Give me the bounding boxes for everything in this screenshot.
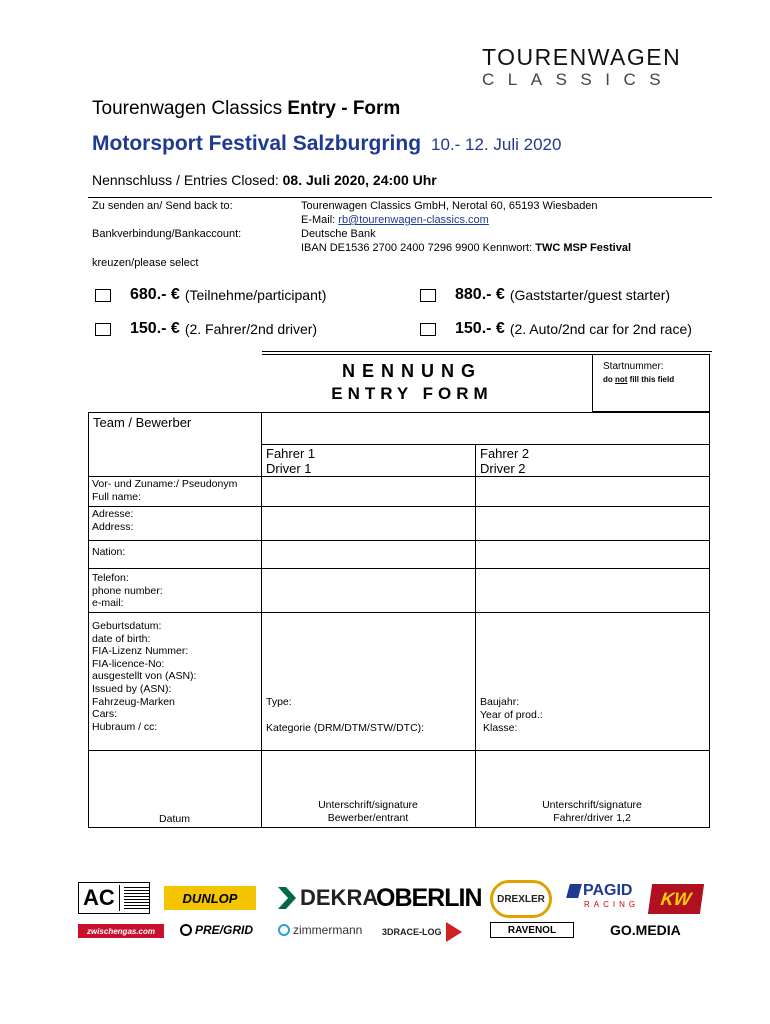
- closing-value: 08. Juli 2020, 24:00 Uhr: [282, 172, 437, 188]
- kw-logo-text: KW: [659, 888, 693, 909]
- logo-line2: CLASSICS: [482, 70, 675, 89]
- column-divider-1-top: [261, 412, 262, 750]
- gomedia-logo: [610, 922, 681, 938]
- year-label-en: Year of prod.:: [480, 708, 543, 721]
- driver1-en: Driver 1: [266, 461, 312, 476]
- table-border-bottom: [88, 827, 710, 828]
- heading-nennung: NENNUNG: [341, 361, 482, 381]
- row-divider-address: [88, 540, 710, 541]
- address-label: [92, 508, 133, 533]
- row-divider-team: [261, 444, 710, 445]
- driver-signature-role: Fahrer/driver 1,2: [553, 811, 631, 824]
- checkbox-second-car[interactable]: [420, 323, 436, 336]
- racelog-arrow-icon: [446, 922, 462, 942]
- option-guest-starter[interactable]: [420, 286, 670, 304]
- year-label: [480, 696, 543, 721]
- driver-signature: [475, 799, 709, 824]
- option-price: 150.- €: [455, 320, 505, 337]
- row-divider-phone: [88, 612, 710, 613]
- option-desc: (Gaststarter/guest starter): [509, 287, 671, 303]
- start-note-pre: do: [603, 375, 615, 384]
- form-title: [92, 98, 400, 120]
- bank-label: Bankverbindung/Bankaccount:: [92, 228, 242, 240]
- racelog-logo-text: 3DRACE-LOG: [382, 927, 442, 937]
- nation-label: Nation:: [92, 546, 126, 558]
- bank-name: Deutsche Bank: [301, 228, 376, 240]
- start-number-box: [592, 354, 710, 412]
- pagid-logo-subtext: RACING: [584, 900, 640, 909]
- option-price: 150.- €: [130, 320, 180, 337]
- zimmermann-circle-icon: [278, 924, 290, 936]
- table-border-left: [88, 412, 89, 828]
- option-desc: (2. Fahrer/2nd driver): [184, 321, 318, 337]
- zimmermann-logo: [278, 918, 362, 942]
- row-divider-details: [88, 750, 710, 751]
- address-label-en: Address:: [92, 520, 134, 533]
- address-label-de: Adresse:: [92, 508, 134, 520]
- oberlin-logo: [376, 882, 482, 914]
- form-title-bold: Entry - Form: [287, 98, 401, 119]
- car-label-en: Cars:: [92, 708, 118, 721]
- heading-entry-form: ENTRY FORM: [331, 384, 493, 403]
- racelog-logo: [382, 920, 462, 944]
- driver-signature-label: Unterschrift/signature: [542, 799, 642, 811]
- checkbox-guest-starter[interactable]: [420, 289, 436, 302]
- driver1-header: [266, 446, 315, 476]
- ravenol-logo-text: RAVENOL: [507, 924, 557, 936]
- iban-text: IBAN DE1536 2700 2400 7296 9900 Kennwort:: [301, 242, 536, 254]
- pregrid-wheel-icon: [180, 924, 192, 936]
- company-address: Tourenwagen Classics GmbH, Nerotal 60, 65193 Wiesbaden: [301, 200, 598, 212]
- class-label: Klasse:: [483, 722, 518, 734]
- driver2-en: Driver 2: [480, 461, 526, 476]
- tourenwagen-classics-logo: [482, 44, 698, 90]
- option-price: 880.- €: [455, 286, 505, 303]
- ac-logo-text: AC: [79, 885, 120, 911]
- phone-label-de: Telefon:: [92, 572, 129, 584]
- phone-label-en: phone number:: [92, 584, 163, 597]
- oberlin-logo-text: OBERLIN: [376, 883, 482, 912]
- name-label: [92, 478, 237, 503]
- closing-date: [92, 172, 437, 188]
- category-label: Kategorie (DRM/DTM/STW/DTC):: [266, 722, 425, 734]
- ac-logo-lines: [124, 887, 149, 909]
- dunlop-logo: [164, 886, 256, 910]
- closing-label: Nennschluss / Entries Closed:: [92, 172, 283, 188]
- email-line: [301, 214, 489, 228]
- driver2-header: [480, 446, 529, 476]
- fia-label-de: FIA-Lizenz Nummer:: [92, 645, 189, 658]
- drexler-logo-text: DREXLER: [497, 893, 545, 905]
- column-divider-2: [475, 444, 476, 828]
- ravenol-logo: [490, 922, 574, 938]
- driver2-de: Fahrer 2: [480, 446, 530, 461]
- event-dates: 10.- 12. Juli 2020: [431, 135, 562, 154]
- phone-label: [92, 572, 163, 610]
- cc-label: Hubraum / cc:: [92, 720, 158, 733]
- start-number-label: Startnummer:: [603, 361, 664, 372]
- details-labels: [92, 620, 196, 733]
- car-label-de: Fahrzeug-Marken: [92, 695, 175, 708]
- sponsor-logos: [76, 880, 706, 950]
- email-link[interactable]: rb@tourenwagen-classics.com: [338, 214, 489, 226]
- pagid-mark-icon: [566, 884, 582, 898]
- dekra-logo-text: DEKRA: [300, 885, 379, 910]
- options-divider: [262, 351, 712, 352]
- dunlop-logo-text: DUNLOP: [182, 890, 238, 906]
- kw-logo: [648, 884, 704, 914]
- logo-line1: TOURENWAGEN: [482, 44, 682, 70]
- option-desc: (Teilnehme/participant): [184, 287, 327, 303]
- table-border-top: [88, 412, 710, 413]
- entry-table: [88, 412, 710, 828]
- gomedia-logo-text: GO.MEDIA: [610, 922, 681, 938]
- form-title-prefix: Tourenwagen Classics: [92, 98, 288, 119]
- option-second-car[interactable]: [420, 320, 692, 338]
- type-label: Type:: [266, 696, 292, 708]
- send-to-label: Zu senden an/ Send back to:: [92, 200, 233, 212]
- select-label: kreuzen/please select: [92, 257, 199, 269]
- pagid-logo: [568, 882, 639, 914]
- event-name: Motorsport Festival Salzburgring: [92, 132, 422, 155]
- name-label-de: Vor- und Zuname:/ Pseudonym: [92, 478, 238, 490]
- option-desc: (2. Auto/2nd car for 2nd race): [509, 321, 692, 337]
- date-label: Datum: [159, 813, 190, 825]
- asn-label-de: ausgestellt von (ASN):: [92, 670, 197, 683]
- event-title: [92, 132, 561, 156]
- email-label: e-mail:: [92, 597, 124, 610]
- dob-label-en: date of birth:: [92, 632, 151, 645]
- checkbox-second-driver[interactable]: [95, 323, 111, 336]
- asn-label-en: Issued by (ASN):: [92, 682, 172, 695]
- fia-label-en: FIA-licence-No:: [92, 657, 165, 670]
- start-number-note: [603, 375, 674, 384]
- drexler-logo: [490, 880, 552, 918]
- driver1-de: Fahrer 1: [266, 446, 316, 461]
- name-label-en: Full name:: [92, 490, 142, 503]
- dekra-logo: [278, 884, 378, 912]
- start-note-post: fill this field: [627, 375, 675, 384]
- entrant-signature-role: Bewerber/entrant: [327, 811, 409, 824]
- zwischengas-logo-text: zwischengas.com: [86, 926, 156, 936]
- entrant-signature-label: Unterschrift/signature: [318, 799, 418, 811]
- table-border-right: [709, 412, 710, 828]
- ac-logo: [78, 882, 150, 914]
- header-divider: [88, 197, 712, 198]
- zwischengas-logo: [78, 924, 164, 938]
- checkbox-participant[interactable]: [95, 289, 111, 302]
- row-divider-nation: [88, 568, 710, 569]
- start-note-not: not: [615, 375, 628, 384]
- pagid-logo-row: [568, 882, 639, 900]
- dekra-chevron-icon: [278, 887, 296, 909]
- zimmermann-logo-text: zimmermann: [293, 923, 363, 937]
- dob-label-de: Geburtsdatum:: [92, 620, 162, 632]
- email-prefix: E-Mail:: [301, 214, 339, 226]
- option-second-driver[interactable]: [95, 320, 317, 338]
- pregrid-logo-text: PRE/GRID: [195, 923, 254, 937]
- entrant-signature: [261, 799, 475, 824]
- team-label: Team / Bewerber: [93, 415, 192, 430]
- payment-keyword: TWC MSP Festival: [535, 242, 631, 254]
- option-price: 680.- €: [130, 286, 180, 303]
- entry-form-heading: [262, 354, 592, 412]
- option-participant[interactable]: [95, 286, 326, 304]
- pregrid-logo: [180, 920, 253, 940]
- pagid-logo-text: PAGID: [583, 882, 633, 899]
- year-label-de: Baujahr:: [480, 696, 520, 708]
- iban-line: [301, 242, 631, 256]
- row-divider-header: [88, 476, 710, 477]
- row-divider-name: [88, 506, 710, 507]
